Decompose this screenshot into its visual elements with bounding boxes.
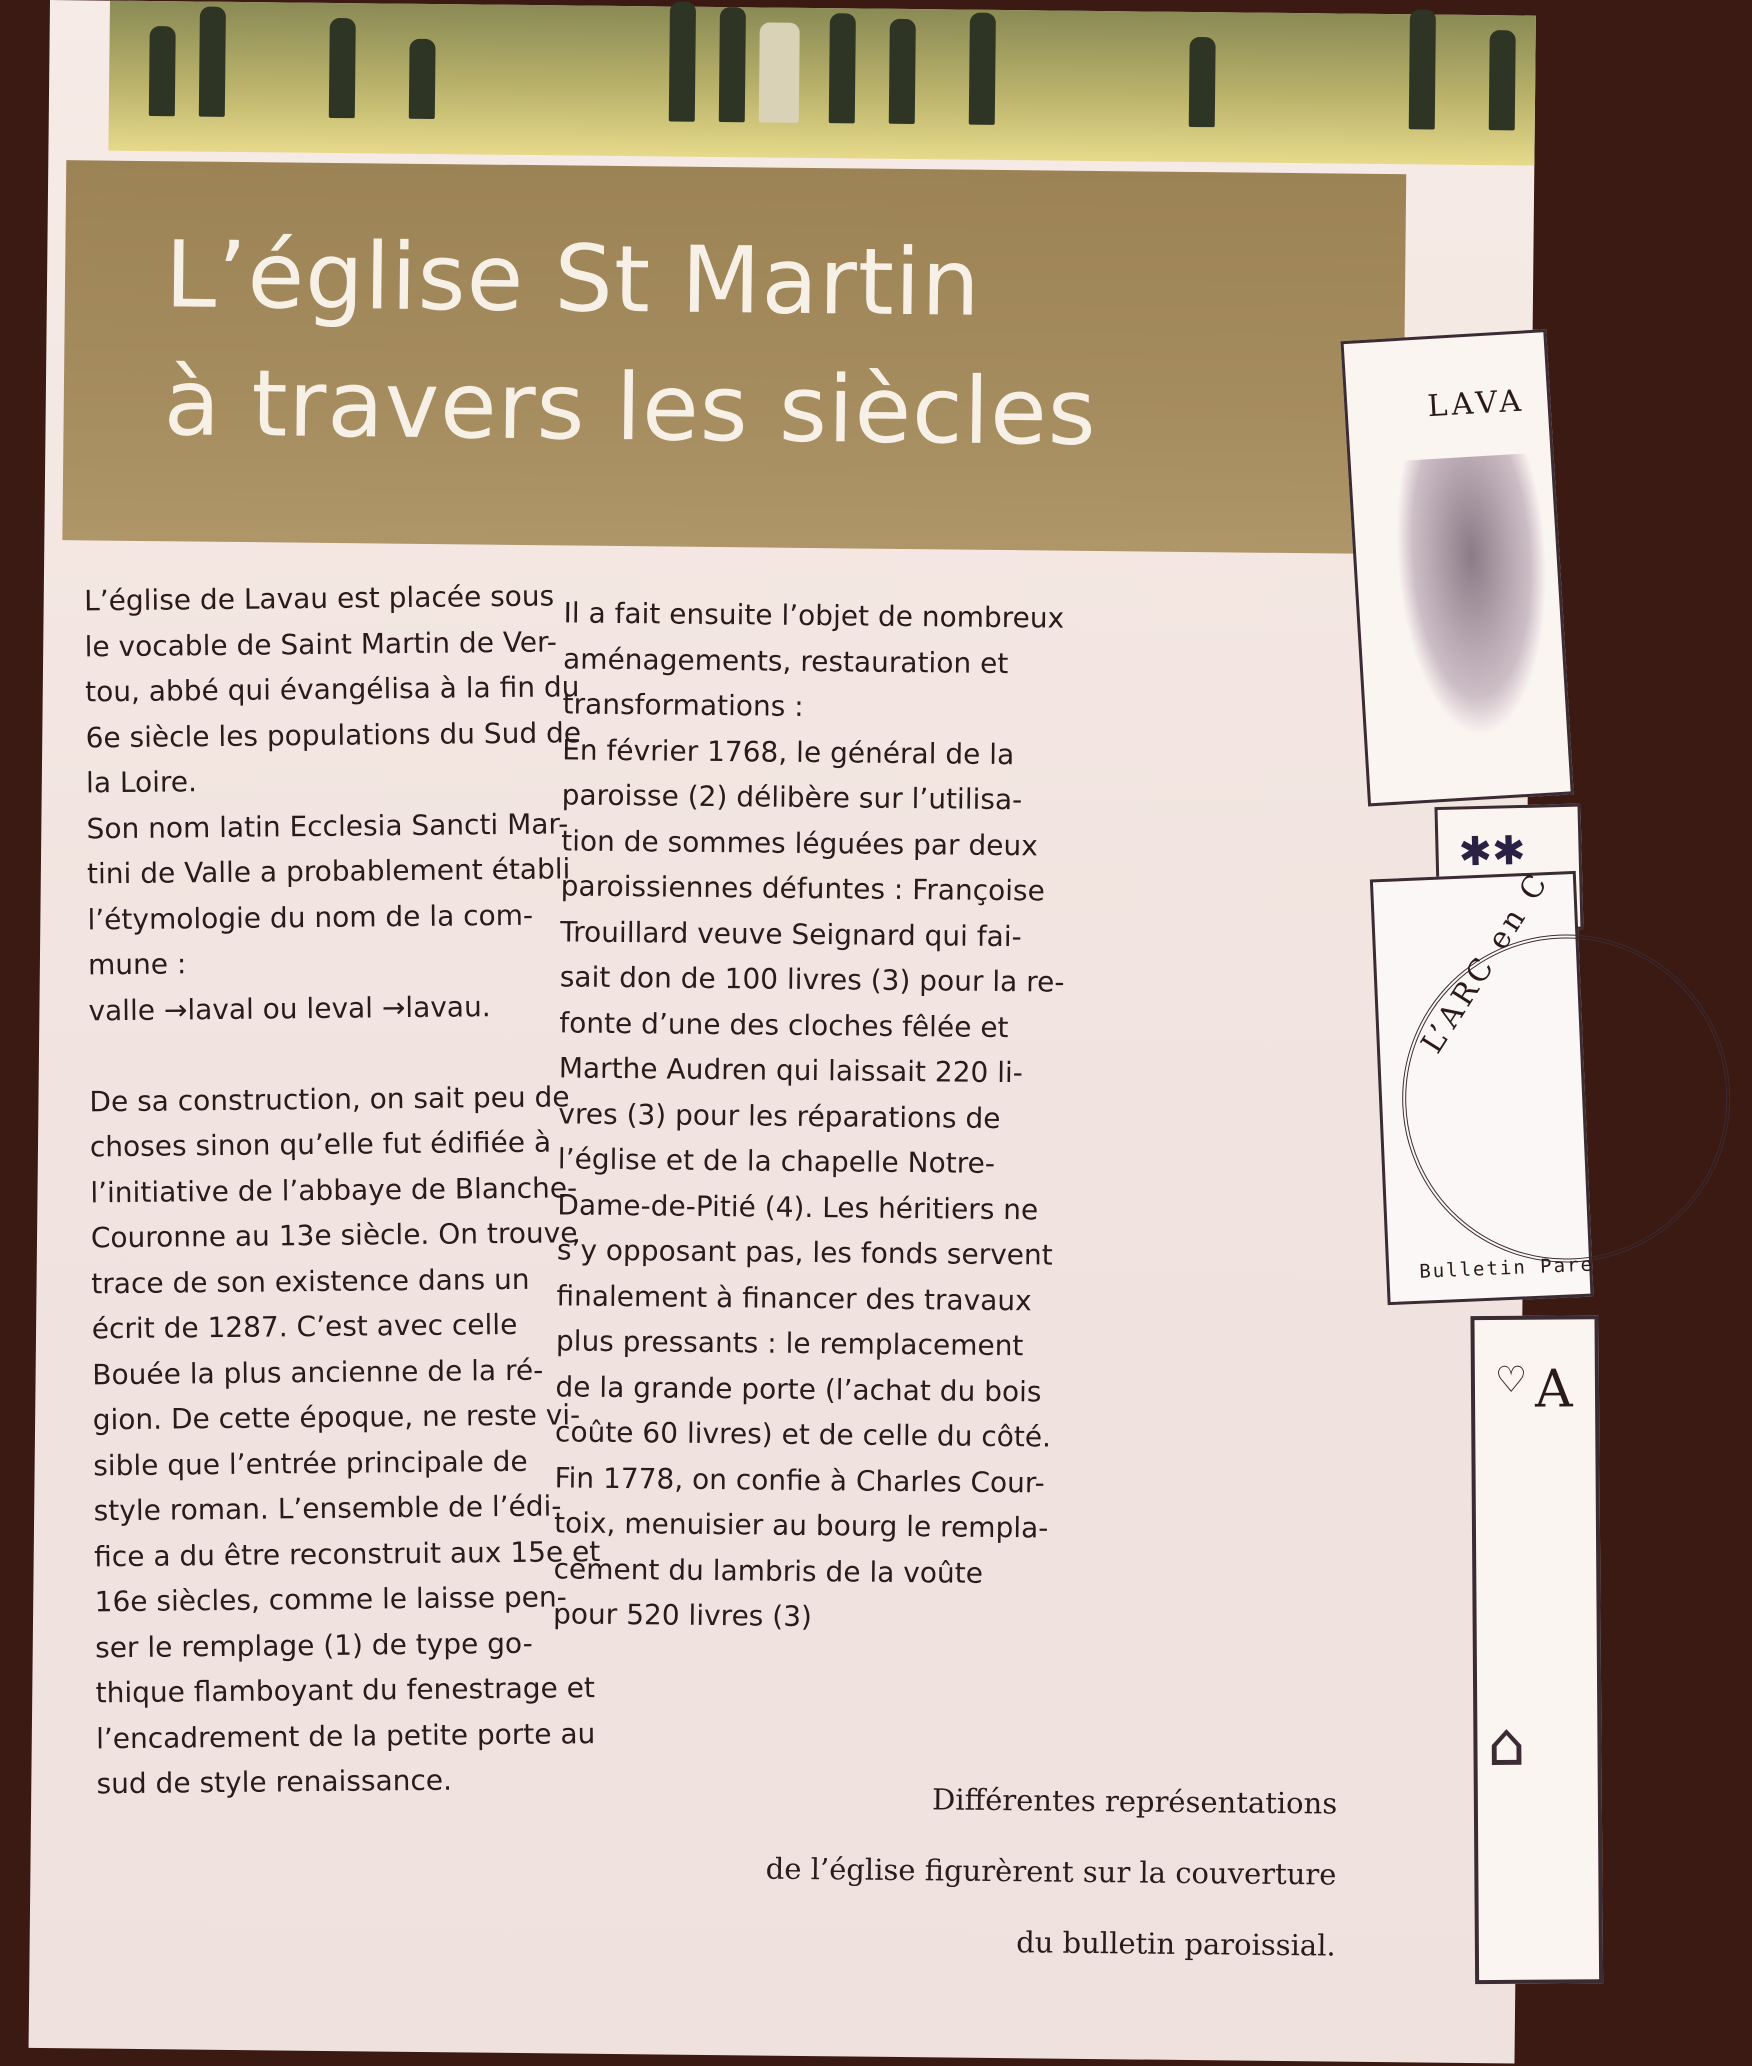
text-line: vres (3) pour les réparations de	[558, 1096, 1001, 1135]
text-line: fice a du être reconstruit aux 15e et	[94, 1534, 601, 1573]
text-line: coûte 60 livres) et de celle du côté.	[554, 1415, 1052, 1454]
text-line: En février 1768, le général de la	[562, 732, 1015, 771]
text-line: ser le remplage (1) de type go-	[94, 1626, 533, 1664]
text-line: tini de Valle a probablement établi	[86, 852, 571, 891]
cover-letter: A	[1534, 1359, 1573, 1420]
text-line: Son nom latin Ecclesia Sancti Mar-	[86, 806, 569, 845]
text-line: sible que l’entrée principale de	[93, 1444, 528, 1482]
text-line: Trouillard veuve Seignard qui fai-	[560, 914, 1022, 953]
text-line: 6e siècle les populations du Sud de	[85, 715, 582, 754]
right-column	[553, 590, 1164, 1643]
text-line: gion. De cette époque, ne reste vi-	[92, 1398, 581, 1437]
bulletin-cover-4	[1470, 1315, 1603, 1984]
title-line-2: à travers les siècles	[163, 349, 1098, 466]
text-line: de la grande porte (l’achat du bois	[555, 1369, 1042, 1408]
text-line: Fin 1778, on confie à Charles Cour-	[554, 1460, 1045, 1499]
text-line: le vocable de Saint Martin de Ver-	[84, 624, 558, 663]
title-band	[62, 160, 1406, 554]
heart-icon: ♡	[1494, 1359, 1528, 1401]
text-line: plus pressants : le remplacement	[555, 1324, 1024, 1363]
text-line: pour 520 livres (3)	[552, 1597, 813, 1634]
text-line: Dame-de-Pitié (4). Les héritiers ne	[557, 1187, 1039, 1226]
caption-line: du bulletin paroissial.	[1016, 1925, 1336, 1963]
bulletin-label: Bulletin Pare	[1418, 1253, 1595, 1283]
text-line: choses sinon qu’elle fut édifiée à	[89, 1125, 552, 1164]
text-line: Couronne au 13e siècle. On trouve	[90, 1216, 578, 1255]
article-title	[163, 211, 1099, 477]
text-line: tion de sommes léguées par deux	[561, 823, 1038, 862]
title-line-1: L’église St Martin	[164, 221, 982, 337]
text-line: cement du lambris de la voûte	[553, 1551, 984, 1590]
text-line: trace de son existence dans un	[91, 1262, 530, 1300]
text-line: s’y opposant pas, les fonds servent	[556, 1233, 1053, 1272]
text-line: l’initiative de l’abbaye de Blanche-	[90, 1170, 578, 1209]
text-line: mune :	[87, 947, 187, 982]
text-line: l’étymologie du nom de la com-	[87, 898, 534, 936]
text-line: l’encadrement de la petite porte au	[95, 1716, 596, 1755]
caption-line: Différentes représentations	[931, 1782, 1338, 1821]
star-ornament-icon: ✱✱	[1458, 827, 1527, 876]
bulletin-cover-3	[1370, 865, 1595, 1305]
arc-frame	[1395, 928, 1736, 1269]
bulletin-cover-1-label: LAVA	[1426, 383, 1526, 425]
bulletin-cover-1	[1340, 329, 1573, 806]
text-line: De sa construction, on sait peu de	[89, 1079, 570, 1118]
archive-photo	[108, 1, 1535, 166]
text-line: écrit de 1287. C’est avec celle	[91, 1307, 518, 1346]
text-line: Marthe Audren qui laissait 220 li-	[558, 1051, 1024, 1090]
text-line: L’église de Lavau est placée sous	[84, 579, 555, 618]
text-line: valle →laval ou leval →lavau.	[88, 989, 491, 1027]
poster-sheet	[29, 0, 1595, 2063]
text-line: paroisse (2) délibère sur l’utilisa-	[561, 778, 1023, 817]
house-icon: ⌂	[1487, 1709, 1526, 1781]
text-line: finalement à financer des travaux	[556, 1278, 1032, 1317]
text-line: aménagements, restauration et	[562, 641, 1009, 680]
text-line: la Loire.	[85, 765, 198, 800]
text-line: sud de style renaissance.	[96, 1763, 453, 1801]
text-line: toix, menuisier au bourg le rempla-	[553, 1506, 1049, 1545]
caption-line: de l’église figurèrent sur la couverture	[765, 1851, 1337, 1892]
text-line: Il a fait ensuite l’objet de nombreux	[563, 596, 1065, 635]
arc-title: L’ARC en C	[1414, 865, 1557, 1060]
text-line: paroissiennes défuntes : Françoise	[560, 869, 1046, 908]
text-line: Bouée la plus ancienne de la ré-	[92, 1353, 544, 1391]
text-line: 16e siècles, comme le laisse pen-	[94, 1580, 567, 1619]
text-line: tou, abbé qui évangélisa à la fin du	[84, 670, 580, 709]
text-line: l’église et de la chapelle Notre-	[557, 1142, 996, 1180]
text-line: transformations :	[562, 687, 804, 723]
text-line: style roman. L’ensemble de l’édi-	[93, 1489, 562, 1528]
image-caption	[764, 1748, 1337, 1996]
text-line: fonte d’une des cloches fêlée et	[559, 1005, 1009, 1044]
text-line: thique flamboyant du fenestrage et	[95, 1671, 596, 1710]
tree-illustration	[1391, 453, 1557, 741]
text-line: sait don de 100 livres (3) pour la re-	[559, 960, 1065, 999]
